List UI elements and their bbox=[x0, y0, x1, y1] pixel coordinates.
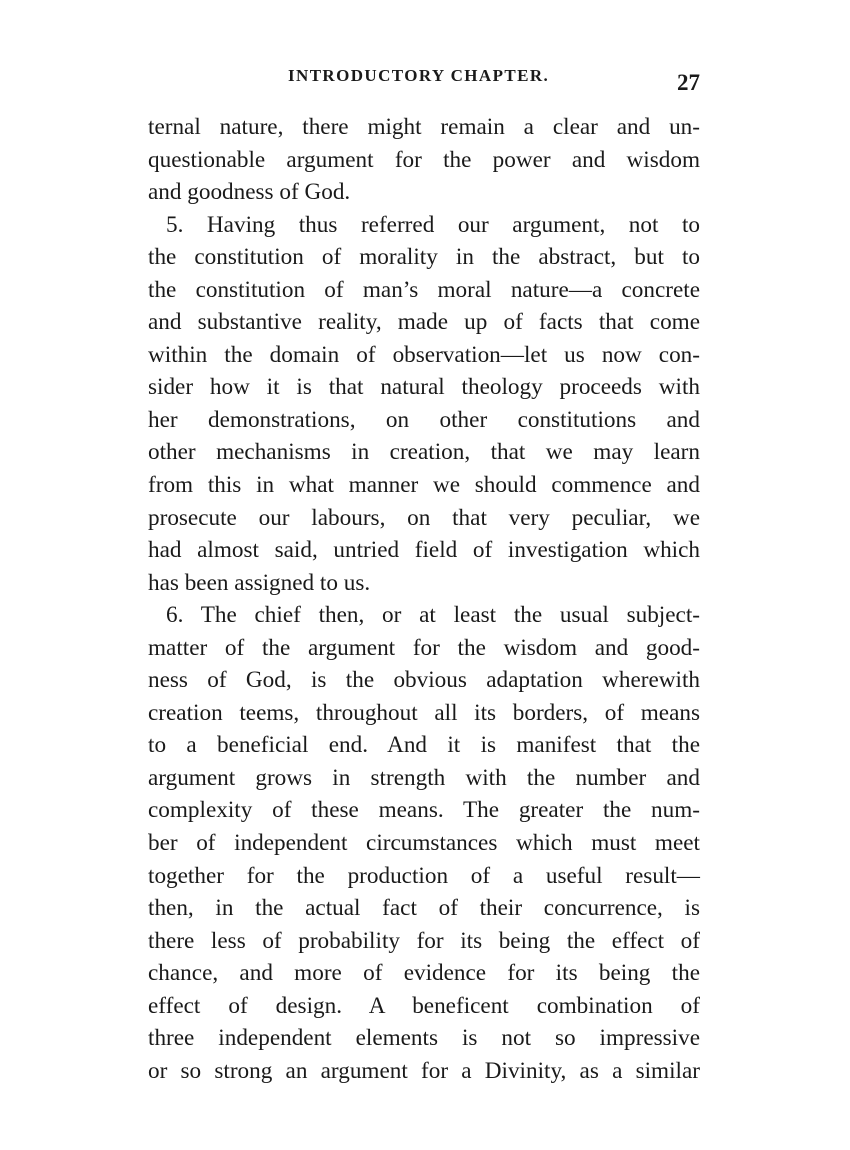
text-line: or so strong an argument for a Divinity, as a similar bbox=[148, 1057, 700, 1084]
text-line: chance, and more of evidence for its being the bbox=[148, 960, 700, 987]
text-line: argument grows in strength with the number and bbox=[148, 764, 700, 791]
running-head: INTRODUCTORY CHAPTER. bbox=[288, 66, 550, 85]
text-line: creation teems, throughout all its borders, of means bbox=[148, 699, 700, 726]
text-line: other mechanisms in creation, that we may learn bbox=[148, 439, 700, 466]
text-line: ber of independent circumstances which must meet bbox=[148, 830, 700, 857]
text-line: within the domain of observation—let us now con- bbox=[148, 341, 700, 368]
text-line: the constitution of man’s moral nature—a concrete bbox=[148, 276, 700, 303]
text-line: from this in what manner we should commence and bbox=[148, 472, 700, 499]
text-line: matter of the argument for the wisdom and good- bbox=[148, 634, 700, 661]
body-text bbox=[148, 111, 700, 1087]
page-header bbox=[148, 62, 700, 102]
text-line: prosecute our labours, on that very peculiar, we bbox=[148, 504, 700, 531]
text-line: three independent elements is not so impressive bbox=[148, 1025, 700, 1052]
text-line: the constitution of morality in the abstract, but to bbox=[148, 244, 700, 271]
text-line: had almost said, untried field of investigation which bbox=[148, 537, 700, 564]
text-line: 5. Having thus referred our argument, not to bbox=[166, 211, 700, 238]
text-line: together for the production of a useful result— bbox=[148, 862, 700, 889]
text-line: 6. The chief then, or at least the usual subject- bbox=[166, 602, 700, 629]
text-line: and goodness of God. bbox=[148, 179, 351, 206]
text-line: sider how it is that natural theology proceeds with bbox=[148, 374, 700, 401]
text-line: to a beneficial end. And it is manifest that the bbox=[148, 732, 700, 759]
text-line: effect of design. A beneficent combination of bbox=[148, 992, 700, 1019]
page-number: 27 bbox=[677, 70, 700, 95]
text-line: and substantive reality, made up of facts that come bbox=[148, 309, 700, 336]
text-line: her demonstrations, on other constitutions and bbox=[148, 406, 700, 433]
text-line: then, in the actual fact of their concurrence, is bbox=[148, 895, 700, 922]
text-line: questionable argument for the power and wisdom bbox=[148, 146, 700, 173]
text-line: ternal nature, there might remain a clear and un- bbox=[148, 114, 700, 140]
text-line: there less of probability for its being the effect of bbox=[148, 927, 700, 954]
text-line: complexity of these means. The greater the num- bbox=[148, 797, 700, 824]
text-line: has been assigned to us. bbox=[148, 569, 371, 596]
text-line: ness of God, is the obvious adaptation wherewith bbox=[148, 667, 700, 694]
